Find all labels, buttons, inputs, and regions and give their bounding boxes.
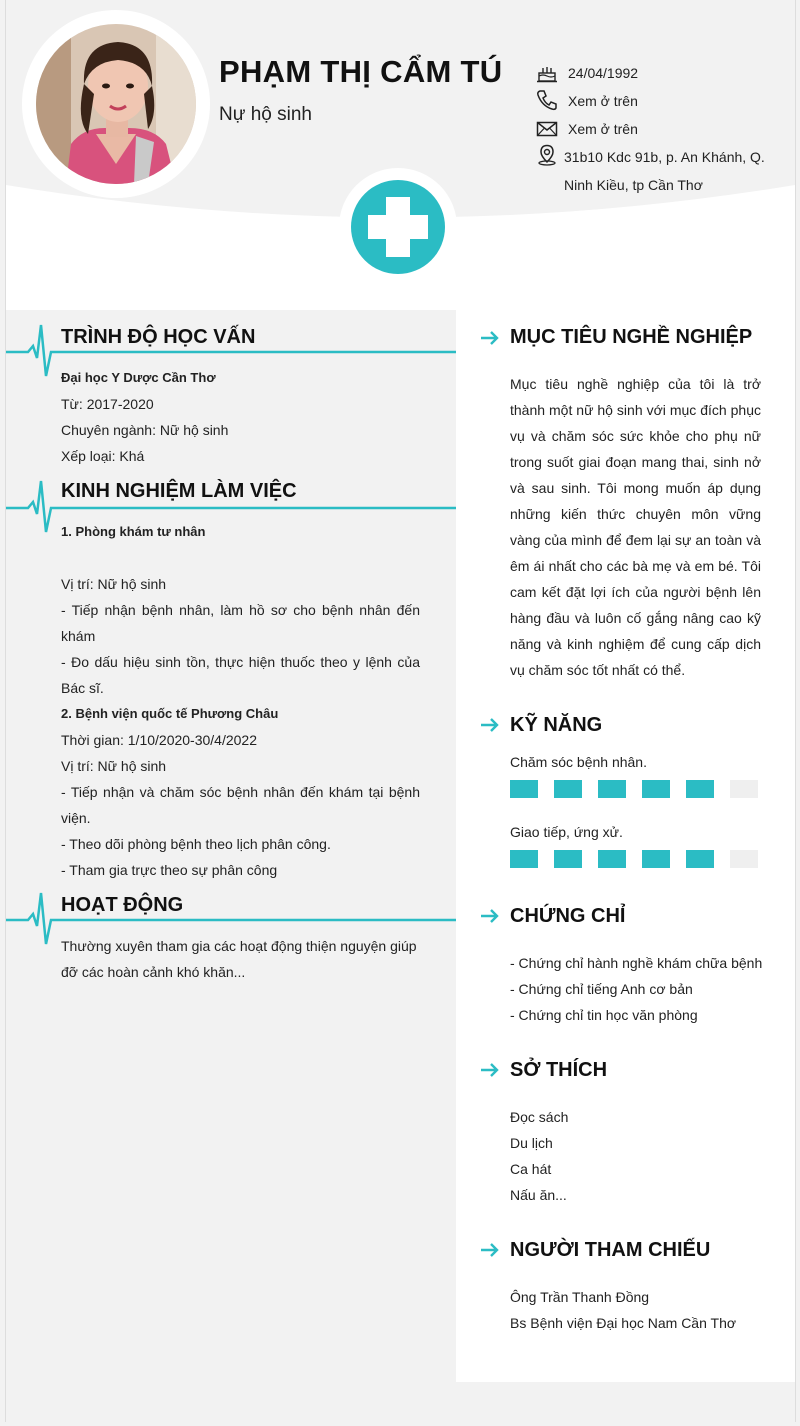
arrow-right-icon: [480, 908, 500, 924]
certificates-title: CHỨNG CHỈ: [510, 905, 626, 927]
address-line-1: 31b10 Kdc 91b, p. An Khánh, Q.: [564, 149, 765, 165]
phone-text: Xem ở trên: [568, 93, 638, 109]
skill-level-filled: [686, 780, 714, 798]
cake-icon: [536, 62, 558, 84]
left-column: [6, 310, 456, 1422]
reference-org: Bs Bệnh viện Đại học Nam Cần Thơ: [510, 1315, 737, 1331]
skill-bar: [510, 850, 760, 868]
hobby-item: Ca hát: [510, 1161, 552, 1177]
medical-cross-icon: [339, 168, 457, 286]
email-text: Xem ở trên: [568, 121, 638, 137]
activities-text: Thường xuyên tham gia các hoạt động thiện nguyện giúp đỡ các hoàn cảnh khó khăn...: [61, 938, 417, 980]
arrow-right-icon: [480, 1242, 500, 1258]
header: [6, 0, 795, 310]
hobby-item: Du lịch: [510, 1135, 553, 1151]
job2-time: Thời gian: 1/10/2020-30/4/2022: [61, 732, 257, 748]
hobby-item: Đọc sách: [510, 1109, 569, 1125]
job1-position: Vị trí: Nữ hộ sinh: [61, 576, 167, 592]
job-title: Nự hộ sinh: [219, 104, 312, 125]
reference-name: Ông Trần Thanh Đồng: [510, 1289, 650, 1305]
skill-level-filled: [686, 850, 714, 868]
phone-icon: [536, 89, 558, 111]
experience-title: KINH NGHIỆM LÀM VIỆC: [61, 480, 297, 502]
resume-page: [5, 0, 796, 1422]
education-school: Đại học Y Dược Cần Thơ: [61, 370, 216, 385]
objective-text: Mục tiêu nghề nghiệp của tôi là trở thành một nữ hộ sinh với mục đích phục vụ và chăm sóc sức khỏe cho phụ nữ trong suốt giai đoạn mang thai, sinh nở và sau sinh. Tôi mong muốn áp dụng những kiến thức chuyên môn vững vàng của mình để đem lại sự an toàn và êm ái nhất cho các bà mẹ và em bé. Tôi cam kết đặt lợi ích của người bệnh lên hàng đầu và luôn cố gắng nâng cao kỹ năng và kinh nghiệm để cung cấp dịch vụ chăm sóc tốt nhất có thể.: [510, 376, 761, 678]
education-major: Chuyên ngành: Nữ hộ sinh: [61, 422, 229, 438]
address-line-2: Ninh Kiều, tp Cần Thơ: [564, 177, 703, 193]
skill-level-filled: [642, 780, 670, 798]
education-rank: Xếp loại: Khá: [61, 448, 145, 464]
medical-cross-badge: [339, 168, 457, 286]
arrow-right-icon: [480, 1062, 500, 1078]
skill-level-filled: [642, 850, 670, 868]
job2-task-1: - Tiếp nhận và chăm sóc bệnh nhân đến khám tại bệnh viện.: [61, 784, 420, 826]
skill-label: Chăm sóc bệnh nhân.: [510, 754, 647, 770]
arrow-right-icon: [480, 330, 500, 346]
skill-level-empty: [730, 780, 758, 798]
location-pin-icon: [536, 144, 558, 166]
skill-level-filled: [510, 850, 538, 868]
skills-title: KỸ NĂNG: [510, 714, 603, 736]
right-column: [456, 310, 795, 1382]
certificate-item: - Chứng chỉ tiếng Anh cơ bản: [510, 981, 693, 997]
references-title: NGƯỜI THAM CHIẾU: [510, 1239, 711, 1261]
education-period: Từ: 2017-2020: [61, 396, 154, 412]
certificate-item: - Chứng chỉ hành nghề khám chữa bệnh: [510, 955, 763, 971]
skill-level-filled: [554, 850, 582, 868]
job2-heading: 2. Bệnh viện quốc tế Phương Châu: [61, 706, 279, 721]
skill-level-filled: [598, 780, 626, 798]
job2-task-2: - Theo dõi phòng bệnh theo lịch phân công.: [61, 836, 331, 852]
job2-position: Vị trí: Nữ hộ sinh: [61, 758, 167, 774]
certificate-item: - Chứng chỉ tin học văn phòng: [510, 1007, 698, 1023]
skill-level-filled: [598, 850, 626, 868]
profile-photo: [36, 24, 196, 184]
skill-bar: [510, 780, 760, 798]
skill-level-filled: [510, 780, 538, 798]
avatar: [22, 10, 210, 198]
activities-title: HOẠT ĐỘNG: [61, 894, 184, 916]
hobby-item: Nấu ăn...: [510, 1187, 567, 1203]
education-title: TRÌNH ĐỘ HỌC VẤN: [61, 326, 256, 348]
job2-task-3: - Tham gia trực theo sự phân công: [61, 862, 278, 878]
mail-icon: [536, 118, 558, 140]
job1-task-2: - Đo dấu hiệu sinh tồn, thực hiện thuốc theo y lệnh của Bác sĩ.: [61, 654, 420, 696]
skill-label: Giao tiếp, ứng xử.: [510, 824, 623, 840]
arrow-right-icon: [480, 717, 500, 733]
objective-title: MỤC TIÊU NGHỀ NGHIỆP: [510, 326, 753, 348]
job1-task-1: - Tiếp nhận bệnh nhân, làm hồ sơ cho bệnh nhân đến khám: [61, 602, 420, 644]
hobbies-title: SỞ THÍCH: [510, 1059, 608, 1081]
skill-level-filled: [554, 780, 582, 798]
skill-level-empty: [730, 850, 758, 868]
full-name: PHẠM THỊ CẨM TÚ: [219, 54, 503, 89]
birthday-text: 24/04/1992: [568, 65, 639, 81]
job1-heading: 1. Phòng khám tư nhân: [61, 524, 206, 539]
